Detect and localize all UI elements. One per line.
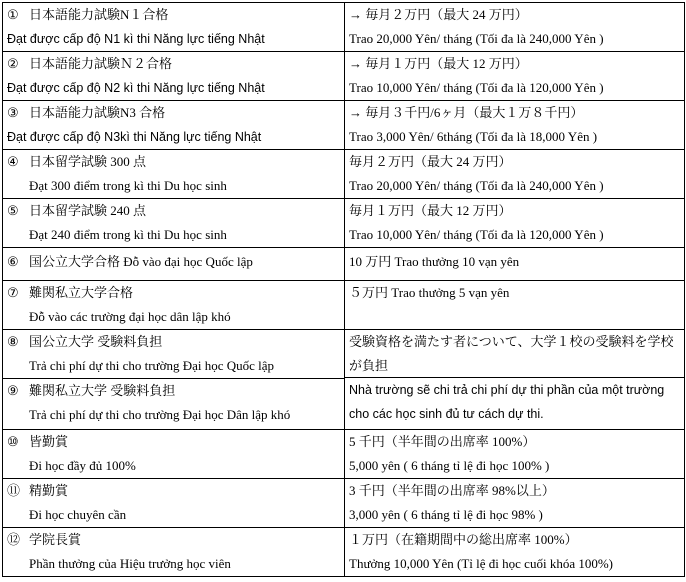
table-row (3, 479, 685, 528)
reward-jp: 受験資格を満たす者について、大学１校の受験料を学校が負担 (345, 330, 684, 378)
award-vi: Đạt 300 điểm trong kì thi Du học sinh (29, 178, 227, 193)
reward-jp: → 毎月１万円（最大 12 万円） (349, 56, 528, 71)
row-number: ⑫ (7, 532, 21, 547)
table-row (3, 52, 685, 101)
row-number: ① (7, 7, 19, 22)
award-jp: 精勤賞 (29, 483, 69, 498)
award-jp: 日本留学試験 240 点 (29, 203, 147, 218)
reward-jp: 毎月１万円（最大 12 万円） (349, 203, 512, 218)
award-jp: 日本留学試験 300 点 (29, 154, 147, 169)
table-row (3, 101, 685, 150)
reward-vi: Thưởng 10,000 Yên (Tỉ lệ đi học cuối khóa 100%) (349, 556, 613, 571)
row-number: ⑦ (7, 285, 19, 300)
row-number: ⑪ (7, 483, 21, 498)
award-vi: Đạt được cấp độ N3kì thi Năng lực tiếng Nhật (7, 130, 262, 144)
award-vi: Phần thưởng của Hiệu trưởng học viên (29, 556, 231, 571)
reward-cell (345, 248, 685, 281)
reward-vi: Nhà trường sẽ chi trả chi phí dự thi phần của một trường cho các học sinh đủ tư cách dự thi. (349, 383, 665, 421)
award-jp: 日本語能力試験Ｎ２合格 (29, 56, 173, 71)
row-number: ⑨ (7, 383, 19, 398)
reward-cell (345, 199, 685, 248)
award-cell (3, 430, 345, 479)
award-cell (3, 330, 345, 379)
reward-vi: 5,000 yên ( 6 tháng tỉ lệ đi học 100% ) (349, 458, 550, 473)
reward-cell-merged (345, 330, 685, 430)
table-row (3, 3, 685, 52)
award-jp: 国公立大学合格 Đỗ vào đại học Quốc lập (29, 254, 253, 269)
table-row (3, 199, 685, 248)
reward-jp: → 毎月２万円（最大 24 万円） (349, 7, 528, 22)
award-cell (3, 281, 345, 330)
reward-cell (345, 528, 685, 577)
award-jp: 難関私立大学 受験料負担 (29, 383, 176, 398)
reward-cell (345, 3, 685, 52)
table-row (3, 330, 685, 379)
award-cell (3, 528, 345, 577)
row-number: ③ (7, 105, 19, 120)
award-vi: Trả chi phí dự thi cho trường Đại học Quốc lập (29, 358, 275, 373)
award-vi: Đạt được cấp độ N1 kì thi Năng lực tiếng Nhật (7, 32, 265, 46)
award-cell (3, 379, 345, 430)
award-cell (3, 3, 345, 52)
scholarship-table-sheet (2, 2, 684, 580)
award-jp: 国公立大学 受験料負担 (29, 334, 163, 349)
reward-vi: Trao 3,000 Yên/ 6tháng (Tối đa là 18,000 Yên ) (349, 129, 598, 144)
row-number: ⑤ (7, 203, 19, 218)
table-row (3, 248, 685, 281)
reward-cell (345, 101, 685, 150)
reward-jp: １万円（在籍期間中の総出席率 100%） (349, 532, 578, 547)
reward-vi: Trao 20,000 Yên/ tháng (Tối đa là 240,000 Yên ) (349, 178, 604, 193)
award-vi: Đi học chuyên cần (29, 507, 127, 522)
award-cell (3, 101, 345, 150)
row-number: ② (7, 56, 19, 71)
award-jp: 日本語能力試験N１合格 (29, 7, 169, 22)
reward-cell (345, 430, 685, 479)
award-cell (3, 52, 345, 101)
reward-jp: → 毎月３千円/6ヶ月（最大１万８千円） (349, 105, 584, 120)
reward-cell (345, 150, 685, 199)
award-vi: Trả chi phí dự thi cho trường Đại học Dân lập khó (29, 407, 291, 422)
table-row (3, 150, 685, 199)
row-number: ⑧ (7, 334, 19, 349)
reward-jp: 3 千円（半年間の出席率 98%以上） (349, 483, 555, 498)
award-cell (3, 199, 345, 248)
award-vi: Đi học đầy đủ 100% (29, 458, 136, 473)
table-row (3, 528, 685, 577)
award-jp: 難関私立大学合格 (29, 285, 134, 300)
award-vi: Đạt 240 điểm trong kì thi Du học sinh (29, 227, 227, 242)
award-vi: Đạt được cấp độ N2 kì thi Năng lực tiếng Nhật (7, 81, 265, 95)
reward-vi: Trao 20,000 Yên/ tháng (Tối đa là 240,000 Yên ) (349, 31, 604, 46)
row-number: ④ (7, 154, 19, 169)
award-jp: 日本語能力試験N3 合格 (29, 105, 166, 120)
reward-cell (345, 52, 685, 101)
scholarship-table (2, 2, 685, 577)
reward-vi: Trao 10,000 Yên/ tháng (Tối đa là 120,000 Yên ) (349, 227, 604, 242)
reward-jp: 5 千円（半年間の出席率 100%） (349, 434, 536, 449)
reward-cell (345, 479, 685, 528)
reward-jp: 毎月２万円（最大 24 万円） (349, 154, 512, 169)
reward-vi: Trao 10,000 Yên/ tháng (Tối đa là 120,000 Yên ) (349, 80, 604, 95)
reward-jp: 10 万円 Trao thưởng 10 vạn yên (349, 254, 520, 269)
award-jp: 学院長賞 (29, 532, 82, 547)
reward-vi: 3,000 yên ( 6 tháng tỉ lệ đi học 98% ) (349, 507, 543, 522)
table-row (3, 430, 685, 479)
reward-jp: ５万円 Trao thưởng 5 vạn yên (349, 285, 510, 300)
row-number: ⑥ (7, 254, 19, 269)
award-vi: Đỗ vào các trường đại học dân lập khó (29, 309, 231, 324)
award-cell (3, 150, 345, 199)
award-cell (3, 248, 345, 281)
award-cell (3, 479, 345, 528)
reward-cell (345, 281, 685, 330)
row-number: ⑩ (7, 434, 19, 449)
table-row (3, 281, 685, 330)
award-jp: 皆勤賞 (29, 434, 69, 449)
